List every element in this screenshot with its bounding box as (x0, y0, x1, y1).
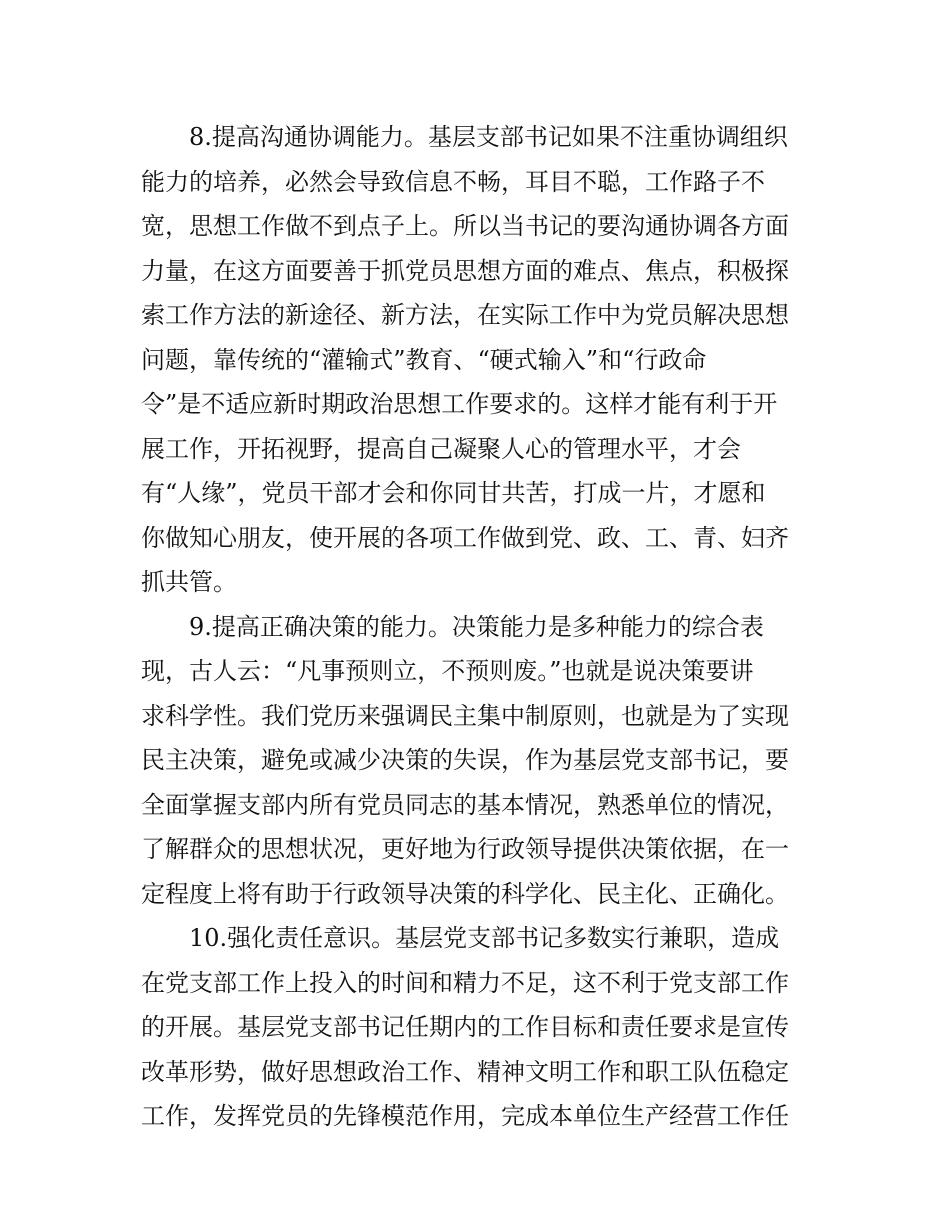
paragraph-8-line: 8.提高沟通协调能力。基层支部书记如果不注重协调组织 (189, 123, 788, 151)
paragraph-9-line: 现，古人云：“凡事预则立，不预则废。”也就是说决策要讲 (141, 657, 754, 685)
paragraph-8-line: 能力的培养，必然会导致信息不畅，耳目不聪，工作路子不 (141, 167, 765, 196)
paragraph-9-line: 求科学性。我们党历来强调民主集中制原则，也就是为了实现 (141, 701, 789, 730)
paragraph-10-line: 10.强化责任意识。基层党支部书记多数实行兼职，造成 (189, 924, 780, 952)
paragraph-8-line: 力量，在这方面要善于抓党员思想方面的难点、焦点，积极探 (141, 256, 789, 285)
paragraph-8-line: 展工作，开拓视野，提高自己凝聚人心的管理水平，才会 (141, 434, 741, 463)
body-text (141, 115, 813, 1139)
paragraph-8-line: 抓共管。 (141, 568, 237, 596)
paragraph-8-line: 令”是不适应新时期政治思想工作要求的。这样才能有利于开 (141, 390, 778, 418)
paragraph-8-line: 索工作方法的新途径、新方法，在实际工作中为党员解决思想 (141, 301, 789, 329)
paragraph-10-line: 在党支部工作上投入的时间和精力不足，这不利于党支部工作 (141, 968, 789, 997)
paragraph-10-line: 工作，发挥党员的先锋模范作用，完成本单位生产经营工作任 (141, 1102, 789, 1130)
paragraph-8-line: 问题，靠传统的“灌输式”教育、“硬式输入”和“行政命 (141, 345, 707, 374)
paragraph-9-line: 了解群众的思想状况，更好地为行政领导提供决策依据，在一 (141, 835, 789, 863)
paragraph-9-line: 9.提高正确决策的能力。决策能力是多种能力的综合表 (189, 612, 764, 641)
paragraph-8-line: 有“人缘”，党员干部才会和你同甘共苦，打成一片，才愿和 (141, 479, 766, 507)
paragraph-8-line: 宽，思想工作做不到点子上。所以当书记的要沟通协调各方面 (141, 212, 789, 240)
paragraph-10-line: 改革形势，做好思想政治工作、精神文明工作和职工队伍稳定 (141, 1057, 789, 1086)
paragraph-9-line: 定程度上将有助于行政领导决策的科学化、民主化、正确化。 (141, 879, 789, 908)
paragraph-8-line: 你做知心朋友，使开展的各项工作做到党、政、工、青、妇齐 (141, 523, 789, 552)
paragraph-10-line: 的开展。基层党支部书记任期内的工作目标和责任要求是宣传 (141, 1013, 789, 1041)
paragraph-9-line: 全面掌握支部内所有党员同志的基本情况，熟悉单位的情况， (141, 790, 789, 819)
paragraph-9-line: 民主决策，避免或减少决策的失误，作为基层党支部书记，要 (141, 746, 789, 774)
